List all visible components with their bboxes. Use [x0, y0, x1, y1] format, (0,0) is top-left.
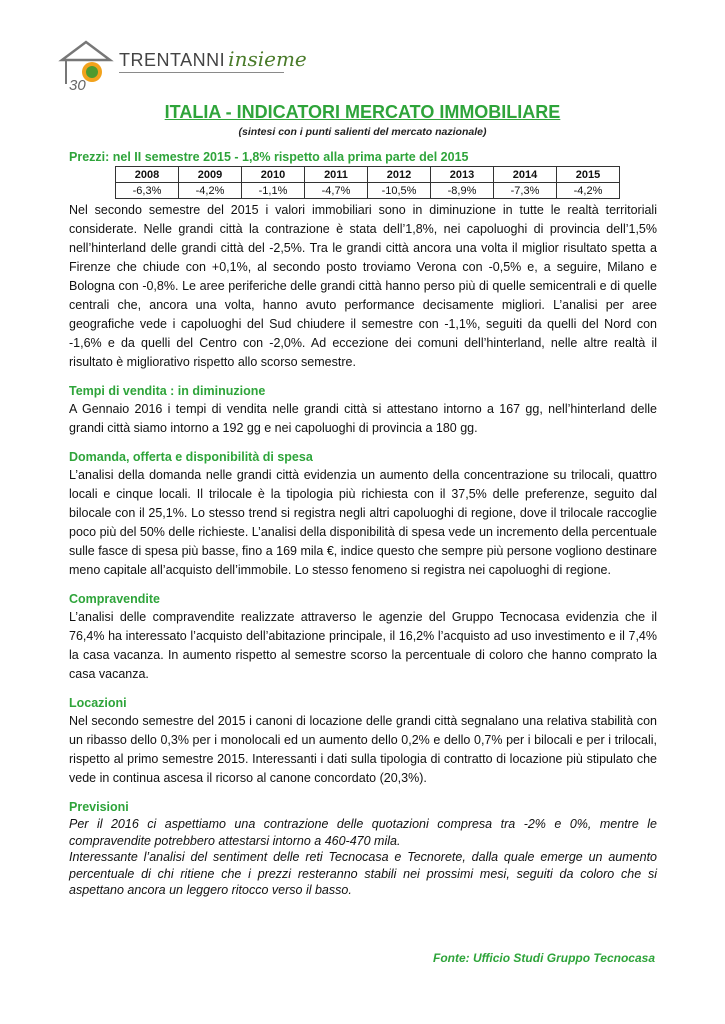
table-cell-year: 2008 [116, 167, 179, 183]
table-cell-year: 2009 [179, 167, 242, 183]
source-credit: Fonte: Ufficio Studi Gruppo Tecnocasa [432, 951, 655, 965]
section-heading-domanda: Domanda, offerta e disponibilità di spesa [69, 450, 313, 464]
logo-word-trentanni: TRENTANNI [119, 50, 226, 70]
table-row-changes [116, 183, 620, 199]
report-body [69, 150, 657, 911]
section-domanda [69, 450, 657, 580]
section-heading-locazioni: Locazioni [69, 696, 127, 710]
table-cell-year: 2014 [494, 167, 557, 183]
price-change-table [115, 166, 620, 199]
paragraph-domanda: L’analisi della domanda nelle grandi città evidenzia un aumento della concentrazione su trilocali, quattro locali e cinque locali. Il trilocale è la tipologia più richiesta con il 37,5% delle preferenze, seguito dal bilocale con il 25,1%. Lo stesso trend si registra negli altri capoluoghi di regione, dove il trilocale raccoglie poco più del 50% delle richieste. L’analisi della disponibilità di spesa vede un incremento della percentuale sulle fasce di spesa più basse, fino a 169 mila €, indice questo che sempre più persone vogliono destinare meno capitale all’acquisto dell’immobile. Lo stesso fenomeno si registra nei capoluoghi di regione. [69, 468, 657, 577]
logo-wordmark [119, 47, 307, 71]
paragraph-previsioni-1: Per il 2016 ci aspettiamo una contrazione delle quotazioni compresa tra -2% e 0%, mentre le compravendite potrebbero attestarsi intorno a 460-470 mila. [69, 817, 657, 848]
table-cell-change: -10,5% [368, 183, 431, 199]
logo-badge: 30 [69, 77, 86, 92]
table-cell-change: -7,3% [494, 183, 557, 199]
section-compravendite [69, 592, 657, 684]
section-tempi [69, 384, 657, 438]
table-cell-year: 2015 [557, 167, 620, 183]
paragraph-tempi: A Gennaio 2016 i tempi di vendita nelle grandi città si attestano intorno a 167 gg, nell’hinterland delle grandi città siamo intorno a 192 gg e nei capoluoghi di provincia a 180 gg. [69, 402, 657, 435]
house-logo-icon [56, 38, 120, 92]
paragraph-previsioni-2: Interessante l’analisi del sentiment delle reti Tecnocasa e Tecnorete, dalla quale emerge un aumento percentuale di chi ritiene che i prezzi resteranno stabili nei prossimi mesi, seguiti da coloro che si aspettano ancora un leggero ritocco verso il basso. [69, 850, 657, 897]
table-cell-change: -8,9% [431, 183, 494, 199]
logo-underline [119, 72, 284, 73]
paragraph-prezzi: Nel secondo semestre del 2015 i valori immobiliari sono in diminuzione in tutte le realtà territoriali considerate. Nelle grandi città la contrazione è stata dell’1,8%, nei capoluoghi di provincia dell’1,5% nell’hinterland delle grandi città del -2,5%. Tra le grandi città ancora una volta il miglior risultato spetta a Firenze che chiude con +0,1%, al secondo posto troviamo Verona con -0,5% e, a seguire, Milano e Bologna con -0,8%. Le aree periferiche delle grandi città hanno perso più di quelle semicentrali e di quelle centrali che, ancora una volta, hanno avuto performance decisamente migliori. L’analisi per aree geografiche vede i capoluoghi del Sud chiudere il semestre con -1,1%, seguiti da quelli del Nord con -1,6% e da quelli del Centro con -2,0%. Ad eccezione dei comuni dell’hinterland, nelle altre realtà il risultato è migliorativo rispetto allo scorso semestre. [69, 203, 657, 369]
table-cell-change: -4,7% [305, 183, 368, 199]
section-heading-previsioni: Previsioni [69, 800, 129, 814]
section-heading-tempi: Tempi di vendita : in diminuzione [69, 384, 266, 398]
table-cell-change: -6,3% [116, 183, 179, 199]
table-row-years [116, 167, 620, 183]
table-cell-year: 2010 [242, 167, 305, 183]
section-prezzi [69, 150, 657, 372]
table-cell-change: -1,1% [242, 183, 305, 199]
paragraph-locazioni: Nel secondo semestre del 2015 i canoni di locazione delle grandi città segnalano una relativa stabilità con un ribasso dello 0,3% per i monolocali ed un aumento dello 0,2% e dello 0,7% per i bilocali e per i trilocali, rispetto al primo semestre 2015. Interessanti i dati sulla tipologia di contratto di locazione più stipulato che vede in continua ascesa il ricorso al canone concordato (20,3%). [69, 714, 657, 785]
section-heading-prezzi: Prezzi: nel II semestre 2015 - 1,8% rispetto alla prima parte del 2015 [69, 150, 469, 164]
table-cell-change: -4,2% [179, 183, 242, 199]
table-cell-change: -4,2% [557, 183, 620, 199]
page-subtitle: (sintesi con i punti salienti del mercato nazionale) [238, 126, 487, 138]
section-previsioni [69, 800, 657, 899]
table-cell-year: 2012 [368, 167, 431, 183]
paragraph-compravendite: L’analisi delle compravendite realizzate attraverso le agenzie del Gruppo Tecnocasa evidenzia che il 76,4% ha interessato l’acquisto dell’abitazione principale, il 16,2% l’acquisto ad uso investimento e il 7,4% la casa vacanza. In aumento rispetto al semestre scorso la percentuale di coloro che hanno comprato la casa vacanza. [69, 610, 657, 681]
logo [56, 38, 307, 92]
section-locazioni [69, 696, 657, 788]
table-cell-year: 2011 [305, 167, 368, 183]
section-heading-compravendite: Compravendite [69, 592, 160, 606]
logo-word-insieme: insieme [228, 47, 307, 71]
table-cell-year: 2013 [431, 167, 494, 183]
page-title: ITALIA - INDICATORI MERCATO IMMOBILIARE [164, 102, 561, 122]
